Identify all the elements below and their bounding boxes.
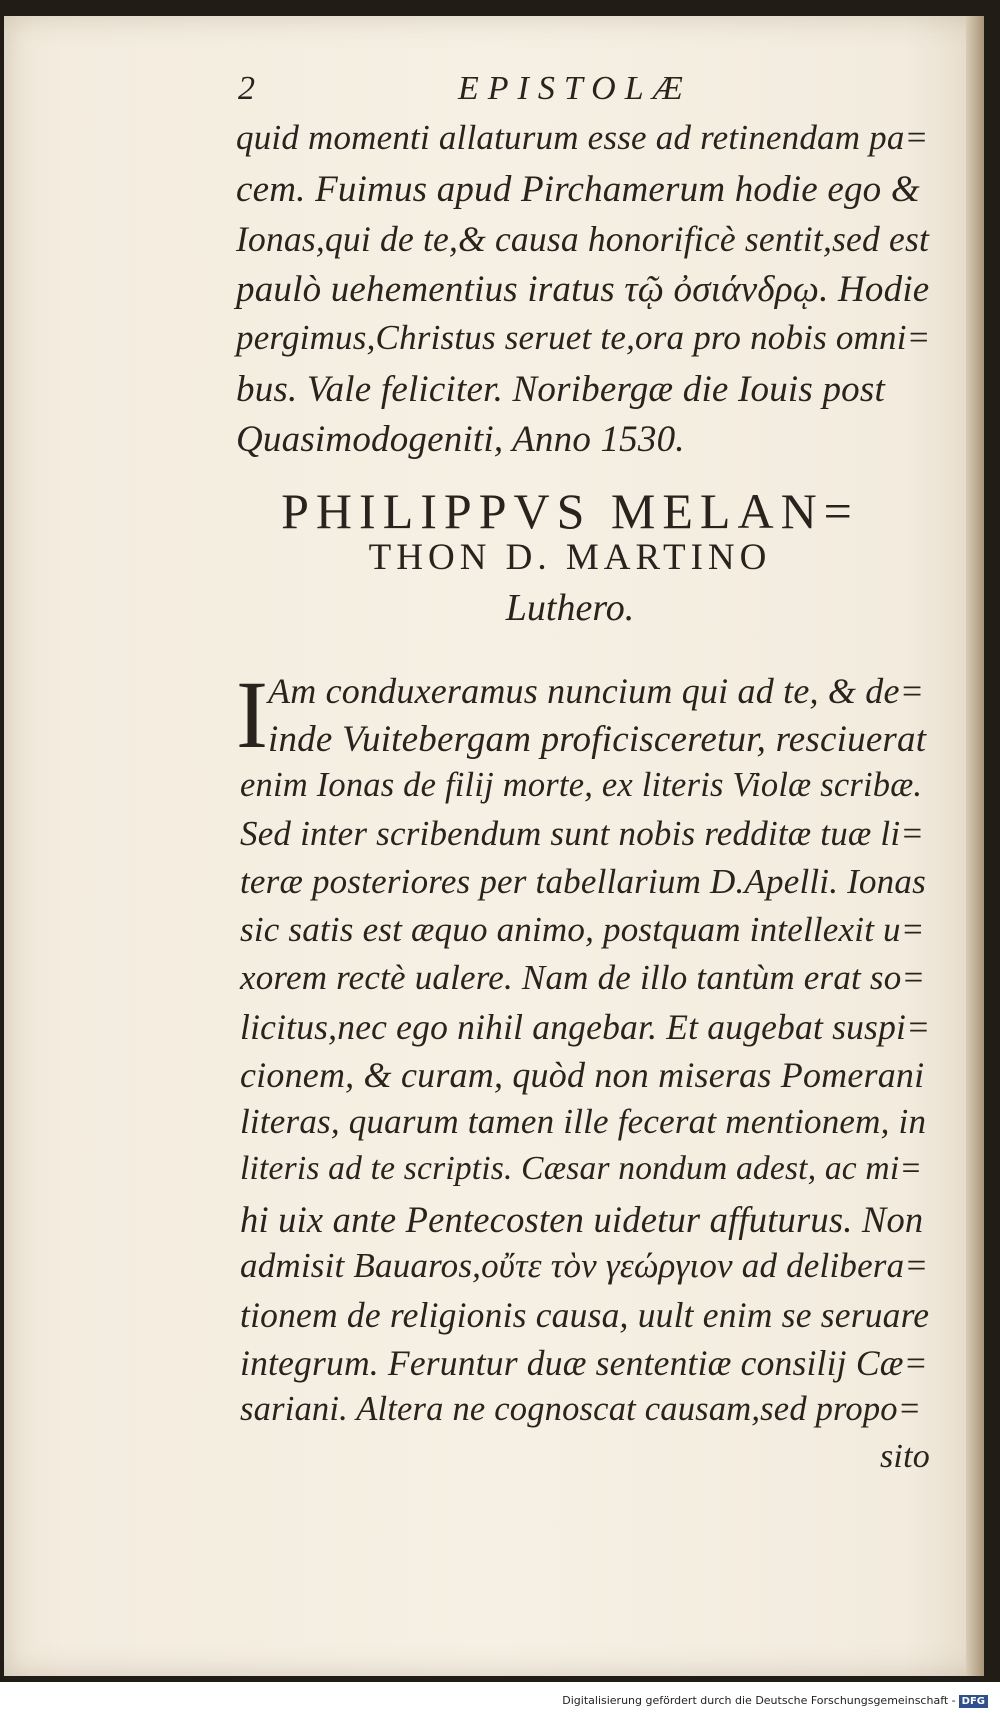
page-edge: [966, 16, 984, 1676]
footer-credit: [562, 1694, 988, 1708]
text-line: Am conduxeramus nuncium qui ad te, & de=: [268, 671, 925, 711]
text-line: tionem de religionis causa, uult enim se seruare: [240, 1295, 930, 1335]
text-line: cionem, & curam, quòd non miseras Pomerani: [240, 1055, 925, 1095]
text-line: paulò uehementius iratus τῷ ὀσιάνδρῳ. Hodie: [236, 269, 930, 310]
text-line: literis ad te scriptis. Cæsar nondum adest, ac mi=: [240, 1150, 923, 1187]
heading-line-3: Luthero.: [505, 587, 635, 629]
running-head-title: EPISTOLÆ: [458, 70, 692, 107]
text-line: cem. Fuimus apud Pirchamerum hodie ego &: [236, 169, 920, 210]
running-head: [238, 70, 928, 114]
text-line: literas, quarum tamen ille fecerat mentionem, in: [240, 1102, 927, 1141]
text-line: enim Ionas de filij morte, ex literis Violæ scribæ.: [240, 766, 923, 804]
text-line: sic satis est æquo animo, postquam intellexit u=: [240, 910, 925, 949]
text-line: Quasimodogeniti, Anno 1530.: [236, 419, 685, 460]
footer-credit-text: Digitalisierung gefördert durch die Deutsche Forschungsgemeinschaft -: [562, 1694, 956, 1707]
text-line: Ionas,qui de te,& causa honorificè sentit,sed est: [236, 219, 930, 259]
page-number: 2: [238, 70, 255, 107]
text-line: sariani. Altera ne cognoscat causam,sed propo=: [240, 1390, 922, 1428]
text-line: quid momenti allaturum esse ad retinendam pa=: [236, 118, 929, 157]
text-line: teræ posteriores per tabellarium D.Apelli. Ionas: [240, 862, 926, 901]
drop-cap: I: [236, 661, 268, 768]
digitization-footer: [0, 1682, 1000, 1727]
text-line: integrum. Feruntur duæ sententiæ consilij Cæ=: [240, 1343, 928, 1383]
dfg-logo: DFG: [959, 1695, 988, 1708]
heading-line-2: THON D. MARTINO: [368, 537, 772, 578]
text-line: licitus,nec ego nihil angebar. Et augebat suspi=: [240, 1007, 931, 1047]
text-line: Sed inter scribendum sunt nobis redditæ tuæ li=: [240, 814, 925, 853]
heading-line-1: PHILIPPVS MELAN=: [281, 483, 859, 539]
text-line: pergimus,Christus seruet te,ora pro nobis omni=: [236, 318, 931, 357]
text-line: admisit Bauaros,οὔτε τὸν γεώργιον ad delibera=: [240, 1246, 929, 1285]
text-line: inde Vuitebergam proficisceretur, resciuerat: [268, 719, 927, 760]
text-line: xorem rectè ualere. Nam de illo tantùm erat so=: [240, 958, 926, 997]
text-line: hi uix ante Pentecosten uidetur affuturus. Non: [240, 1199, 924, 1240]
text-line: bus. Vale feliciter. Noribergæ die Iouis post: [236, 369, 885, 410]
catchword: sito: [880, 1438, 930, 1475]
